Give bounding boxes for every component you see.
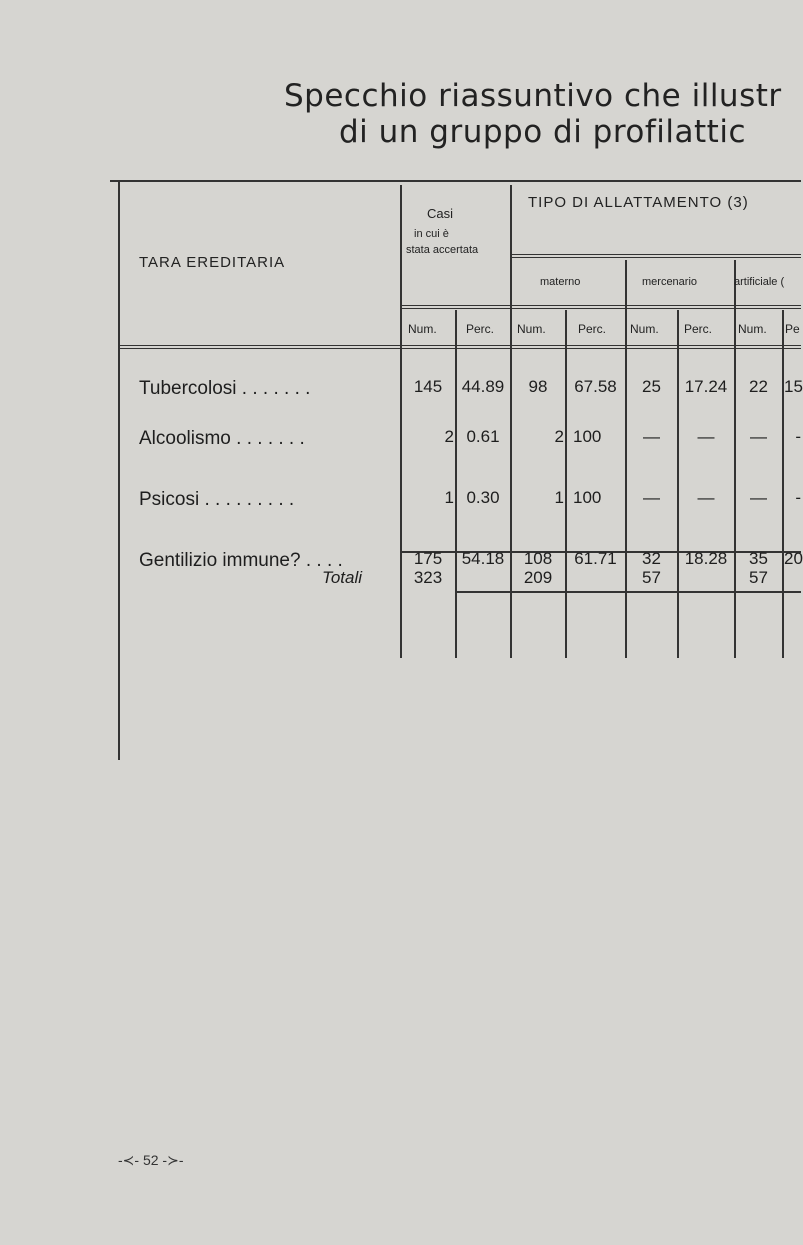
table-left-border — [118, 180, 120, 760]
cell-mer-num: 32 — [642, 549, 661, 568]
subheader-art-num: Num. — [738, 322, 767, 336]
cell-casi-num: 2 — [444, 427, 454, 446]
cell-art-num: — — [750, 427, 767, 446]
cell-casi-num: 145 — [413, 377, 443, 396]
subheader-top-rule — [402, 305, 801, 309]
cell-casi-perc: 0.61 — [466, 427, 500, 446]
subheader-mer-num: Num. — [630, 322, 659, 336]
totals-mer-num: 57 — [642, 568, 661, 587]
cell-art-perc: 15 — [784, 377, 803, 396]
subheader-mat-perc: Perc. — [578, 322, 607, 336]
col-divider-mercenario — [625, 260, 627, 658]
col-divider-mer-perc — [677, 310, 679, 658]
subheader-mer-perc: Perc. — [684, 322, 713, 336]
row-label: Alcoolismo . . . . . . . — [139, 428, 305, 449]
col-divider-mat-perc — [565, 310, 567, 658]
cell-mer-num: 25 — [642, 377, 661, 396]
cell-casi-perc: 0.30 — [466, 488, 500, 507]
subheader-casi-num: Num. — [408, 322, 437, 336]
cell-mer-perc: 18.28 — [684, 549, 728, 568]
row-label: Tubercolosi . . . . . . . — [139, 378, 311, 399]
col-divider-casi-perc — [455, 310, 457, 658]
cell-mat-num: 98 — [528, 377, 548, 396]
cell-art-num: 22 — [749, 377, 768, 396]
cell-mat-num: 108 — [523, 549, 553, 568]
subgroup-mercenario: mercenario — [642, 276, 698, 288]
header-tara-ereditaria: TARA EREDITARIA — [139, 254, 286, 271]
cell-mer-num: — — [643, 488, 660, 507]
cell-mer-perc: — — [697, 427, 715, 446]
page-number: 52 — [142, 1152, 159, 1168]
cell-mat-perc: 61.71 — [574, 549, 617, 568]
bottom-rule — [455, 591, 801, 593]
cell-mat-num: 1 — [554, 488, 564, 507]
row-label: Gentilizio immune? . . . . — [139, 550, 343, 571]
row-label: Psicosi . . . . . . . . . — [139, 489, 295, 510]
cell-art-num: — — [750, 488, 767, 507]
cell-mat-num: 2 — [554, 427, 564, 446]
cell-mat-perc: 100 — [573, 488, 602, 507]
subheader-art-perc-cut: Pe — [785, 322, 800, 336]
cell-mer-perc: — — [697, 488, 715, 507]
cell-art-perc: - — [795, 488, 801, 507]
cell-casi-num: 175 — [413, 549, 443, 568]
page-number-footer — [118, 1152, 183, 1169]
cell-casi-perc: 54.18 — [461, 549, 505, 568]
col-divider-artificiale — [734, 260, 736, 658]
cell-casi-num: 1 — [444, 488, 454, 507]
table-top-border — [110, 180, 801, 182]
cell-art-num: 35 — [749, 549, 768, 568]
page-title-line-2: di un gruppo di profilattic — [339, 114, 746, 150]
subheader-mat-num: Num. — [517, 322, 546, 336]
totals-casi-num: 323 — [413, 568, 443, 587]
cell-mer-num: — — [643, 427, 660, 446]
totals-label: Totali — [322, 568, 363, 587]
header-bottom-rule — [118, 345, 801, 349]
ornament-right-icon: -≻- — [162, 1152, 184, 1168]
subgroup-top-rule — [512, 254, 801, 258]
cell-casi-perc: 44.89 — [461, 377, 505, 396]
subgroup-artificiale: artificiale ( — [734, 276, 785, 288]
subgroup-materno: materno — [540, 276, 581, 288]
cell-mat-perc: 67.58 — [574, 377, 617, 396]
cell-art-perc: - — [795, 427, 801, 446]
header-casi-line-1: Casi — [427, 206, 454, 221]
cell-mat-perc: 100 — [573, 427, 602, 446]
cell-art-perc: 20 — [784, 549, 803, 568]
cell-mer-perc: 17.24 — [684, 377, 728, 396]
totals-mat-num: 209 — [523, 568, 553, 587]
col-divider-art-perc — [782, 310, 784, 658]
ornament-left-icon: -≺- — [118, 1152, 140, 1168]
totals-art-num: 57 — [749, 568, 768, 587]
header-casi-line-3: stata accertata — [406, 244, 479, 256]
header-casi-line-2: in cui è — [414, 228, 449, 240]
subheader-casi-perc: Perc. — [466, 322, 495, 336]
page-title-line-1: Specchio riassuntivo che illustr — [284, 78, 782, 114]
header-tipo-allattamento: TIPO DI ALLATTAMENTO (3) — [528, 194, 749, 211]
